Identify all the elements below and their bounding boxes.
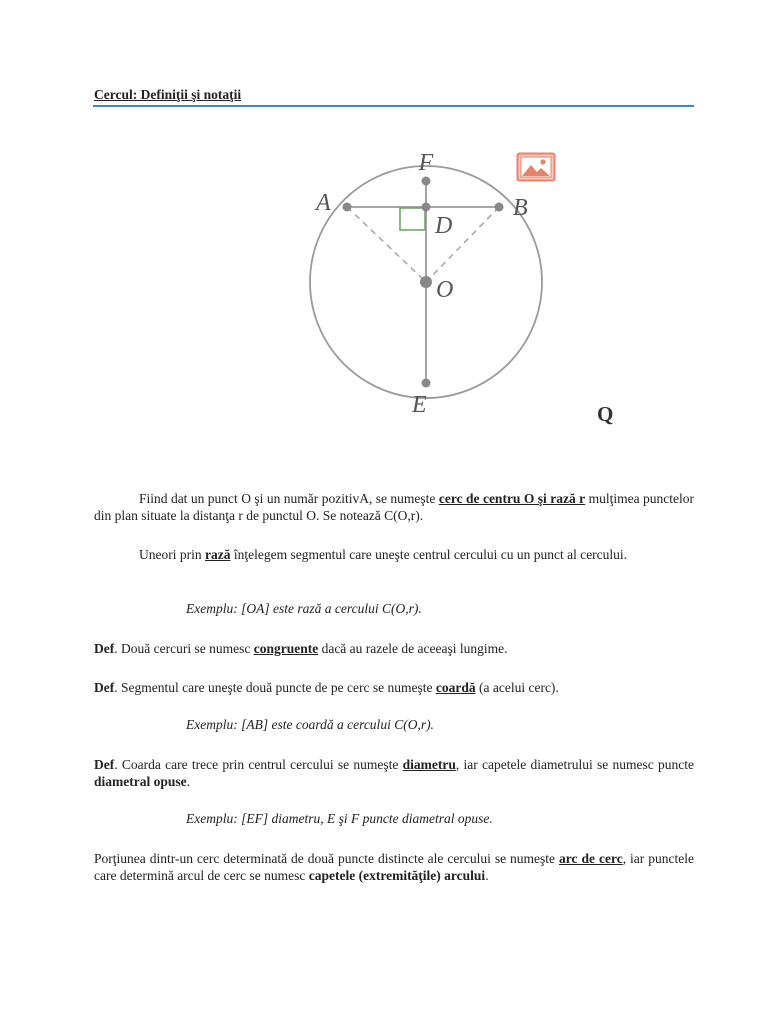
paragraph-raza — [94, 546, 694, 563]
paragraph-coarda — [94, 679, 694, 696]
text: dacă au razele de aceeaşi lungime. — [318, 641, 508, 656]
text: (a acelui cerc). — [475, 680, 559, 695]
point-o — [420, 276, 432, 288]
text: , iar capetele diametrului se numesc puncte — [455, 757, 694, 772]
right-angle-marker — [400, 208, 425, 230]
label-e: E — [412, 392, 427, 418]
text: . — [186, 774, 190, 789]
text: mulţimea punctelor din plan situate la distanţa r de punctul O. Se notează C(O,r). — [94, 491, 694, 523]
label-a: A — [316, 190, 331, 216]
term-arc-de-cerc: arc de cerc — [559, 851, 623, 866]
def-label: Def — [94, 641, 115, 656]
term-cerc: cerc de centru O şi rază r — [438, 491, 586, 506]
text: . Segmentul care uneşte două puncte de pe cerc se numeşte — [114, 680, 436, 695]
example-radius: Exemplu: [OA] este rază a cercului C(O,r). — [186, 601, 422, 616]
example-diameter: Exemplu: [EF] diametru, E şi F puncte diametral opuse. — [186, 811, 493, 826]
def-label: Def — [94, 757, 115, 772]
label-o: O — [436, 277, 454, 303]
paragraph-congruente — [94, 640, 694, 657]
text: Fiind dat un punct O şi un număr pozitivA, se numeşte — [139, 491, 439, 506]
term-diametral-opuse: diametral opuse — [94, 774, 187, 789]
point-a — [343, 203, 352, 212]
circle-figure — [300, 145, 560, 420]
point-f — [422, 177, 431, 186]
q-label: Q — [597, 402, 614, 426]
point-e — [422, 379, 431, 388]
label-b: B — [513, 195, 528, 221]
text: înţelegem segmentul care uneşte centrul cercului cu un punct al cercului. — [230, 547, 628, 562]
text: . — [485, 868, 489, 883]
title-underline-rule — [93, 105, 694, 107]
paragraph-circle-definition — [94, 490, 694, 524]
term-coarda: coardă — [435, 680, 476, 695]
label-f: F — [418, 150, 434, 176]
text: . Două cercuri se numesc — [114, 641, 254, 656]
term-raza: rază — [204, 547, 231, 562]
term-capetele-arcului: capetele (extremităţile) arcului — [308, 868, 486, 883]
paragraph-diametru — [94, 756, 694, 790]
point-d — [422, 203, 431, 212]
term-congruente: congruente — [253, 641, 319, 656]
label-d: D — [435, 213, 453, 239]
text: . Coarda care trece prin centrul cercului se numeşte — [114, 757, 403, 772]
text: Porţiunea dintr-un cerc determinată de două puncte distincte ale cercului se numeşte — [94, 851, 560, 866]
term-diametru: diametru — [402, 757, 456, 772]
radius-oa — [347, 207, 426, 282]
image-placeholder-icon — [516, 152, 556, 182]
point-b — [495, 203, 504, 212]
def-label: Def — [94, 680, 115, 695]
text: , iar punctele care determină arcul de cerc se numesc — [94, 851, 694, 883]
page-title: Cercul: Definiţii şi notaţii — [94, 87, 242, 102]
example-chord: Exemplu: [AB] este coardă a cercului C(O,r). — [186, 717, 434, 732]
text: Uneori prin — [139, 547, 205, 562]
paragraph-arc — [94, 850, 694, 884]
